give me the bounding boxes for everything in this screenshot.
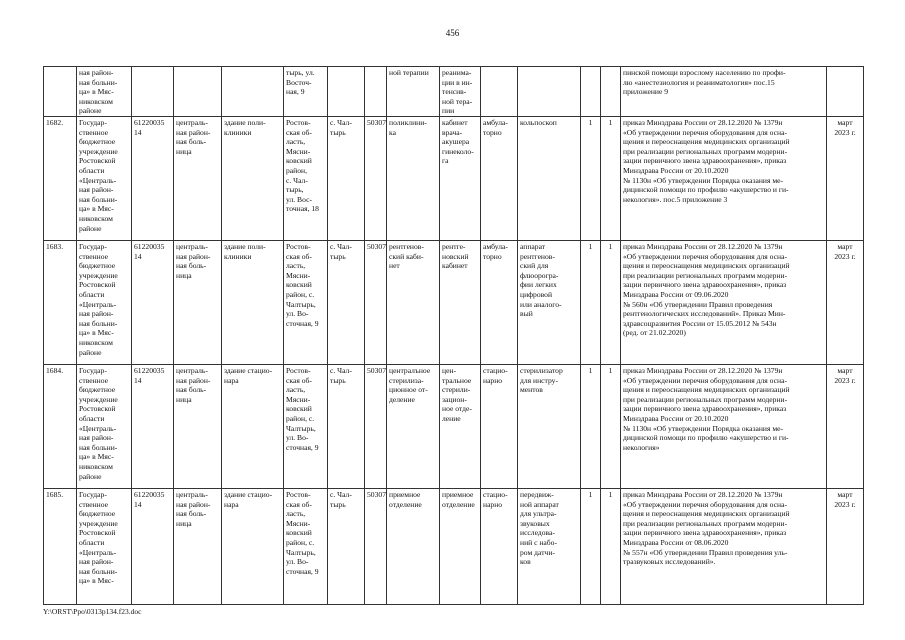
settlement-cell: с. Чал- тырь xyxy=(328,364,365,488)
organization-cell: Государ- ственное бюджетное учреждение Ростовской области «Централь- ная район- ная больни- ца» в Мяс- никовском районе xyxy=(77,364,132,488)
organization-type-cell: централь- ная район- ная боль- ница xyxy=(174,488,222,604)
term-cell: март 2023 г. xyxy=(827,116,864,240)
equipment-cell: аппарат рентгенов- ский для флюорогра- фии легких цифровой или аналого- вый xyxy=(518,240,581,364)
department-cell: централъное стерилиза- ционное от- деление xyxy=(387,364,440,488)
department-cell: рентгенов- ский каби- нет xyxy=(387,240,440,364)
organization-cell: Государ- ственное бюджетное учреждение Ростовской области «Централь- ная район- ная больни- ца» в Мяс- xyxy=(77,488,132,604)
quantity-plan-cell: 1 xyxy=(581,116,601,240)
oktmo-cell: 50307 xyxy=(365,488,387,604)
organization-cell: Государ- ственное бюджетное учреждение Ростовской области «Централь- ная район- ная больни- ца» в Мяс- никовском районе xyxy=(77,240,132,364)
room-cell: реанима- ции в ин- тенсив- ной тера- пии xyxy=(440,67,481,117)
row-number-cell: 1682. xyxy=(44,116,77,240)
quantity-plan-cell xyxy=(581,67,601,117)
equipment-cell: стерилизатор для инстру- ментов xyxy=(518,364,581,488)
care-form-cell: стацио- нарно xyxy=(481,488,518,604)
organization-type-cell xyxy=(174,67,222,117)
equipment-cell: передвиж- ной аппарат для ультра- звуковых исследова- ний с набо- ром датчи- ков xyxy=(518,488,581,604)
care-form-cell xyxy=(481,67,518,117)
quantity-plan-cell: 1 xyxy=(581,488,601,604)
care-form-cell: стацио- нарно xyxy=(481,364,518,488)
quantity-plan-cell: 1 xyxy=(581,364,601,488)
term-cell xyxy=(827,67,864,117)
equipment-cell: кольпоскоп xyxy=(518,116,581,240)
settlement-cell: с. Чал- тырь xyxy=(328,488,365,604)
organization-cell: ная район- ная больни- ца» в Мяс- никовском районе xyxy=(77,67,132,117)
inn-cell: 61220035 14 xyxy=(132,488,174,604)
table-row xyxy=(44,67,864,117)
equipment-register-table xyxy=(43,66,864,605)
inn-cell: 61220035 14 xyxy=(132,240,174,364)
oktmo-cell: 50307 xyxy=(365,364,387,488)
room-cell: кабинет врача- акушера гинеколо- га xyxy=(440,116,481,240)
legal-grounds-cell: приказ Минздрава России от 28.12.2020 № 1379н «Об утверждении перечня оборудования для осна- щения и переоснащения медицинских организаций при реализации региональных программ модерни- зации первичного звена здравоохранения», приказ Минздрава России от 20.10.2020 № 1130н «Об утверждении Порядка оказания ме- дицинской помощи по профилю «акушерство и ги- некология». пос.5 приложение 3 xyxy=(621,116,827,240)
care-form-cell: амбула- торно xyxy=(481,240,518,364)
settlement-cell: с. Чал- тырь xyxy=(328,116,365,240)
legal-grounds-cell: приказ Минздрава России от 28.12.2020 № 1379н «Об утверждении перечня оборудования для осна- щения и переоснащения медицинских организаций при реализации региональных программ модерни- зации первичного звена здравоохранения», приказ Минздрава России от 09.06.2020 № 560н «Об утверждении Правил проведения рентгенологических исследований». Приказ Мин- здравсоцразвития России от 15.05.2012 № 543н (ред. от 21.02.2020) xyxy=(621,240,827,364)
page-number: 456 xyxy=(445,28,460,38)
table-row xyxy=(44,240,864,364)
row-number-cell xyxy=(44,67,77,117)
oktmo-cell: 50307 xyxy=(365,116,387,240)
row-number-cell: 1685. xyxy=(44,488,77,604)
building-cell: здание стацио- нара xyxy=(222,364,284,488)
quantity-plan-cell: 1 xyxy=(581,240,601,364)
term-cell: март 2023 г. xyxy=(827,364,864,488)
building-cell: здание стацио- нара xyxy=(222,488,284,604)
address-cell: Ростов- ская об- ласть, Мясни- ковский район, с. Чалтырь, ул. Во- сточная, 9 xyxy=(284,488,328,604)
inn-cell: 61220035 14 xyxy=(132,116,174,240)
settlement-cell: с. Чал- тырь xyxy=(328,240,365,364)
table-row xyxy=(44,116,864,240)
department-cell: поликлини- ка xyxy=(387,116,440,240)
address-cell: тырь, ул. Восточ- ная, 9 xyxy=(284,67,328,117)
quantity-cell: 1 xyxy=(601,116,621,240)
term-cell: март 2023 г. xyxy=(827,488,864,604)
row-number-cell: 1683. xyxy=(44,240,77,364)
organization-cell: Государ- ственное бюджетное учреждение Ростовской области «Централь- ная район- ная больни- ца» в Мяс- никовском районе xyxy=(77,116,132,240)
building-cell xyxy=(222,67,284,117)
address-cell: Ростов- ская об- ласть, Мясни- ковский район, с. Чалтырь, ул. Во- сточная, 9 xyxy=(284,364,328,488)
document-path-footer: Y:\ORST\Ppo\0313p134.f23.doc xyxy=(43,607,142,616)
department-cell: ной терапии xyxy=(387,67,440,117)
organization-type-cell: централь- ная район- ная боль- ница xyxy=(174,364,222,488)
row-number-cell: 1684. xyxy=(44,364,77,488)
equipment-cell xyxy=(518,67,581,117)
building-cell: здание поли- клиники xyxy=(222,240,284,364)
table-row xyxy=(44,488,864,604)
department-cell: приемное отделение xyxy=(387,488,440,604)
legal-grounds-cell: пинской помощи взрослому населению по профи- лю «анестезиология и реаниматология» пос.15 приложение 9 xyxy=(621,67,827,117)
legal-grounds-cell: приказ Минздрава России от 28.12.2020 № 1379н «Об утверждении перечня оборудования для осна- щения и переоснащения медицинских организаций при реализации региональных программ модерни- зации первичного звена здравоохранения», приказ Минздрава России от 20.10.2020 № 1130н «Об утверждении Порядка оказания ме- дицинской помощи по профилю «акушерство и ги- некология» xyxy=(621,364,827,488)
inn-cell xyxy=(132,67,174,117)
quantity-cell: 1 xyxy=(601,488,621,604)
quantity-cell: 1 xyxy=(601,240,621,364)
settlement-cell xyxy=(328,67,365,117)
quantity-cell: 1 xyxy=(601,364,621,488)
legal-grounds-cell: приказ Минздрава России от 28.12.2020 № 1379н «Об утверждении перечня оборудования для осна- щения и переоснащения медицинских организаций при реализации региональных программ модерни- зации первичного звена здравоохранения», приказ Минздрава России от 08.06.2020 № 557н «Об утверждении Правил проведения уль- тразвуковых исследований». xyxy=(621,488,827,604)
care-form-cell: амбула- торно xyxy=(481,116,518,240)
inn-cell: 61220035 14 xyxy=(132,364,174,488)
room-cell: приемное отделение xyxy=(440,488,481,604)
room-cell: рентге- новский кабинет xyxy=(440,240,481,364)
quantity-cell xyxy=(601,67,621,117)
address-cell: Ростов- ская об- ласть, Мясни- ковский район, с. Чалтырь, ул. Во- сточная, 9 xyxy=(284,240,328,364)
building-cell: здание поли- клиники xyxy=(222,116,284,240)
term-cell: март 2023 г. xyxy=(827,240,864,364)
address-cell: Ростов- ская об- ласть, Мясни- ковский район, с. Чал- тырь, ул. Вос- точная, 18 xyxy=(284,116,328,240)
oktmo-cell xyxy=(365,67,387,117)
oktmo-cell: 50307 xyxy=(365,240,387,364)
table-row xyxy=(44,364,864,488)
organization-type-cell: централь- ная район- ная боль- ница xyxy=(174,240,222,364)
organization-type-cell: централь- ная район- ная боль- ница xyxy=(174,116,222,240)
room-cell: цен- тральное стерили- зацион- ное отде- ление xyxy=(440,364,481,488)
